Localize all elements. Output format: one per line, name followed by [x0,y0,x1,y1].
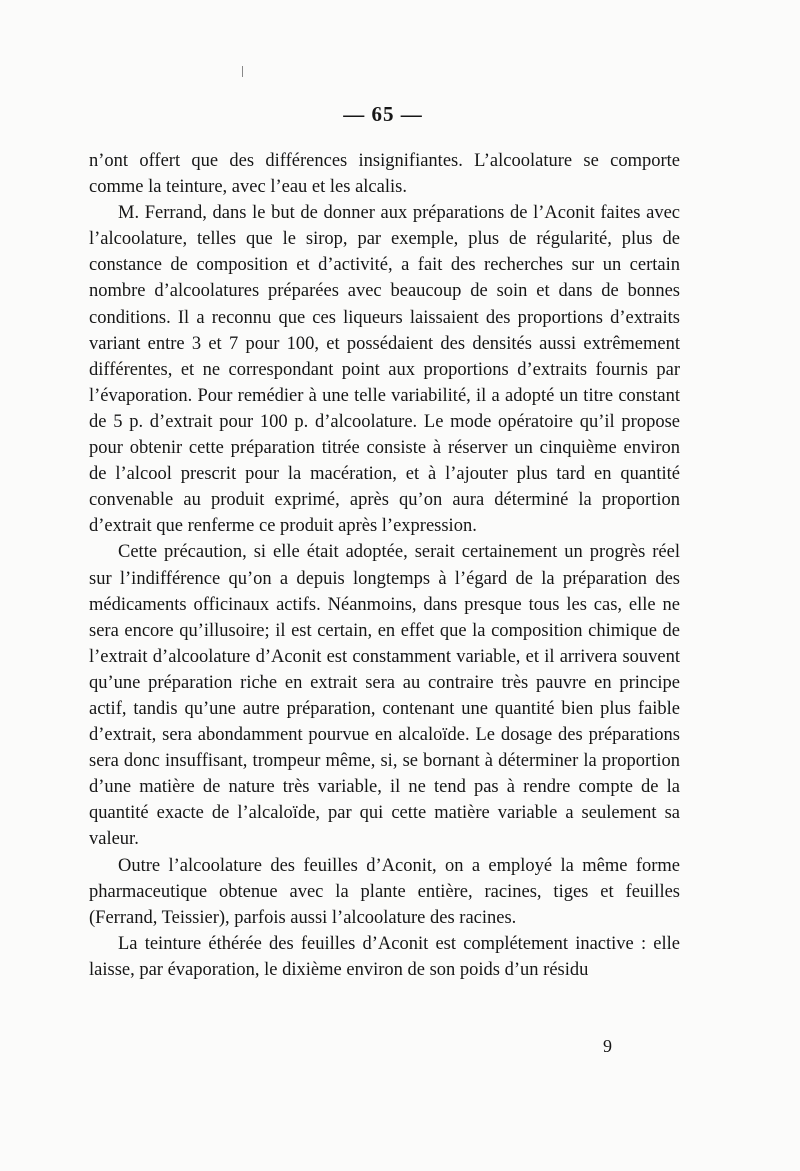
paragraph-continuation: n’ont offert que des différences insignifiantes. L’alcoolature se comporte comme la teinture, avec l’eau et les alcalis. [89,151,680,198]
page-number: — 65 — [343,102,423,126]
paragraph-teinture: La teinture éthérée des feuilles d’Aconit est complétement inactive : elle laisse, par évaporation, le dixième environ de son poids d’un résidu [89,933,680,980]
margin-mark [242,66,243,77]
signature-mark: 9 [603,1036,612,1056]
paragraph-alcoolature: Outre l’alcoolature des feuilles d’Aconit, on a employé la même forme pharmaceutique obtenue avec la plante entière, racines, tiges et feuilles (Ferrand, Teissier), parfois aussi l’alcoolature des racines. [89,855,680,928]
paragraph-precaution: Cette précaution, si elle était adoptée, serait certainement un progrès réel sur l’indifférence qu’on a depuis longtemps à l’égard de la préparation des médicaments officinaux actifs. Néanmoins, dans presque tous les cas, elle ne sera encore qu’illusoire; il est certain, en effet que la composition chimique de l’extrait d’alcoolature d’Aconit est constamment variable, et il arrivera souvent qu’une préparation riche en extrait sera au contraire très pauvre en principe actif, tandis qu’une autre préparation, contenant une quantité bien plus faible d’extrait, sera abondamment pourvue en alcaloïde. Le dosage des préparations sera donc insuffisant, trompeur même, si, se bornant à déterminer la proportion d’une matière de nature très variable, il ne tend pas à rendre compte de la quantité exacte de l’alcaloïde, par qui cette matière variable a seulement sa valeur. [89,542,680,850]
body-text [89,148,680,983]
paragraph-ferrand: M. Ferrand, dans le but de donner aux préparations de l’Aconit faites avec l’alcoolature, telles que le sirop, par exemple, plus de régularité, plus de constance de composition et d’activité, a fait des recherches sur un certain nombre d’alcoolatures préparées avec beaucoup de soin et dans de bonnes conditions. Il a reconnu que ces liqueurs laissaient des proportions d’extraits variant entre 3 et 7 pour 100, et possédaient des densités aussi extrêmement différentes, et ne correspondant point aux proportions d’extraits fournis par l’évaporation. Pour remédier à une telle variabilité, il a adopté un titre constant de 5 p. d’extrait pour 100 p. d’alcoolature. Le mode opératoire qu’il propose pour obtenir cette préparation titrée consiste à réserver un cinquième environ de l’alcool prescrit pour la macération, et à l’ajouter plus tard en quantité convenable au produit exprimé, après qu’on aura déterminé la proportion d’extrait que renferme ce produit après l’expression. [89,203,680,537]
